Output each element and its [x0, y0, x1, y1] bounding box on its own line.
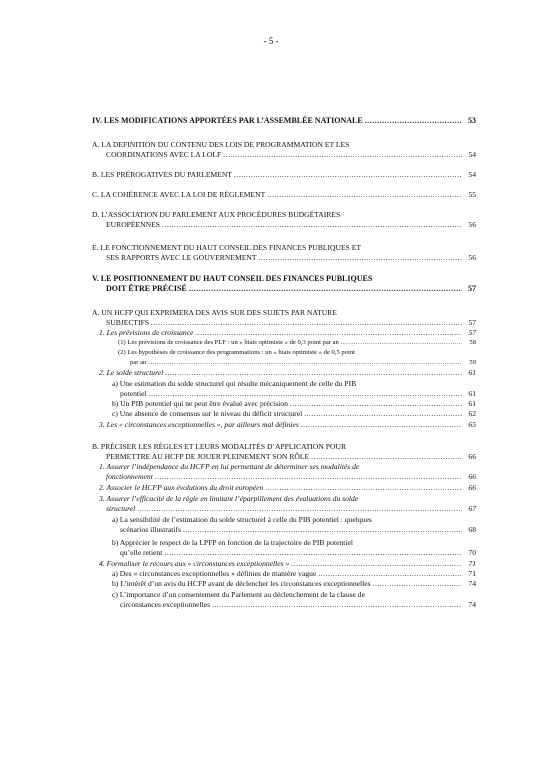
- toc-entry: [106, 452, 476, 462]
- toc-entry: [112, 579, 476, 589]
- toc-entry-page: 71: [468, 559, 476, 568]
- toc-entry: [120, 389, 476, 399]
- toc-entry: [92, 170, 476, 180]
- dot-leader: [137, 504, 462, 514]
- toc-entry-title: a) Une estimation du solde structurel qui résulte mécaniquement de celle du PIB: [112, 379, 357, 388]
- toc-entry-page: 74: [468, 600, 476, 609]
- toc-entry-page: 70: [468, 548, 476, 557]
- toc-entry: [112, 399, 476, 409]
- toc-entry: [92, 442, 476, 452]
- toc-entry-title: (1) Les prévisions de croissance des PLF : un « biais optimiste » de 0,3 point par an: [118, 339, 339, 346]
- dot-leader: [155, 472, 462, 482]
- toc-entry-title: COORDINATIONS AVEC LA LOLF: [106, 150, 222, 159]
- toc-entry: [112, 569, 476, 579]
- toc-entry-title: structurel: [106, 504, 136, 513]
- toc-entry: [99, 420, 476, 430]
- toc-entry-title: c) Une absence de consensus sur le niveau du déficit structurel: [112, 409, 303, 418]
- dot-leader: [304, 409, 462, 419]
- toc-entry-page: 66: [468, 472, 476, 481]
- toc-entry: [120, 548, 476, 558]
- toc-entry-title: A. UN HCFP QUI EXPRIMERA DES AVIS SUR DES SUJETS PAR NATURE: [92, 308, 337, 317]
- toc-entry-title: V. LE POSITIONNEMENT DU HAUT CONSEIL DES FINANCES PUBLIQUES: [92, 274, 373, 283]
- toc-entry-title: B. PRÉCISER LES RÈGLES ET LEURS MODALITÉS D’APPLICATION POUR: [92, 442, 347, 451]
- toc-entry-page: 66: [468, 452, 476, 461]
- toc-entry-title: SES RAPPORTS AVEC LE GOUVERNEMENT: [106, 253, 257, 262]
- toc-entry-page: 57: [468, 328, 476, 337]
- toc-entry-page: 61: [468, 389, 476, 398]
- toc-entry: [106, 472, 476, 482]
- toc-entry: [112, 379, 476, 389]
- toc-entry-page: 61: [468, 368, 476, 377]
- toc-entry: [92, 140, 476, 150]
- toc-entry: [99, 483, 476, 493]
- toc-entry-title: IV. LES MODIFICATIONS APPORTÉES PAR L’ASSEMBLÉE NATIONALE: [92, 116, 363, 125]
- dot-leader: [341, 338, 462, 348]
- toc-entry: [99, 462, 476, 472]
- toc-entry-page: 53: [468, 116, 476, 125]
- toc-entry-page: 68: [468, 525, 476, 534]
- toc-entry-page: 57: [468, 284, 476, 293]
- dot-leader: [258, 253, 462, 263]
- toc-entry-title: EUROPÉENNES: [106, 220, 161, 229]
- toc-entry-page: 71: [468, 569, 476, 578]
- dot-leader: [373, 579, 462, 589]
- toc-entry-title: 2. Le solde structurel: [99, 368, 164, 377]
- toc-entry: [112, 590, 476, 600]
- toc-entry-page: 56: [468, 253, 476, 262]
- toc-entry: [106, 253, 476, 263]
- toc-entry: [112, 515, 476, 525]
- dot-leader: [365, 116, 462, 126]
- toc-entry: [92, 210, 476, 220]
- toc-entry-page: 58: [469, 339, 476, 346]
- toc-entry-page: 66: [468, 483, 476, 492]
- toc-entry: [99, 494, 476, 504]
- toc-entry-title: b) Un PIB potentiel qui ne peut être évalué avec précision: [112, 399, 288, 408]
- toc-entry: [106, 318, 476, 328]
- dot-leader: [267, 190, 462, 200]
- toc-entry: [106, 504, 476, 514]
- toc-entry-title: circonstances exceptionnelles: [120, 600, 211, 609]
- toc-entry-title: scénarios illustratifs: [120, 525, 181, 534]
- page-number: - 5 -: [263, 36, 279, 46]
- toc-entry: [99, 368, 476, 378]
- toc-entry: [106, 220, 476, 230]
- toc-entry-title: c) L’importance d’un consentement du Parlement au déclenchement de la clause de: [112, 590, 365, 599]
- toc-entry-page: 74: [468, 579, 476, 588]
- toc-entry: [112, 538, 476, 548]
- toc-entry: [120, 525, 476, 535]
- toc-entry-page: 59: [469, 359, 476, 366]
- toc-entry: [99, 328, 476, 338]
- toc-entry-page: 56: [468, 220, 476, 229]
- toc-entry-title: (2) Les hypothèses de croissance des programmations : un « biais optimiste » de 0,5 point: [118, 349, 355, 356]
- toc-entry: [106, 150, 476, 160]
- toc-entry: [92, 190, 476, 200]
- dot-leader: [212, 600, 462, 610]
- dot-leader: [311, 452, 462, 462]
- dot-leader: [301, 420, 462, 430]
- toc-entry-title: C. LA COHÉRENCE AVEC LA LOI DE RÈGLEMENT: [92, 190, 266, 199]
- toc-entry: [92, 116, 476, 126]
- dot-leader: [183, 525, 462, 535]
- toc-entry-title: b) L’intérêt d’un avis du HCFP avant de déclencher les circonstances exceptionnelles: [112, 579, 371, 588]
- toc-entry: [112, 409, 476, 419]
- dot-leader: [265, 483, 462, 493]
- toc-entry-title: a) La sensibilité de l’estimation du solde structurel à celle du PIB potentiel : quelques: [112, 515, 372, 524]
- dot-leader: [195, 328, 462, 338]
- toc-entry-title: D. L’ASSOCIATION DU PARLEMENT AUX PROCÉDURES BUDGÉTAIRES: [92, 210, 341, 219]
- toc-entry-title: b) Apprécier le respect de la LPFP en fonction de la trajectoire de PIB potentiel: [112, 538, 353, 547]
- dot-leader: [165, 368, 462, 378]
- toc-entry: [106, 284, 476, 294]
- toc-entry-page: 54: [468, 150, 476, 159]
- toc-entry-page: 54: [468, 170, 476, 179]
- dot-leader: [151, 318, 462, 328]
- toc-entry: [118, 338, 476, 348]
- toc-entry-page: 67: [468, 504, 476, 513]
- dot-leader: [290, 399, 462, 409]
- toc-entry-title: par an: [130, 359, 147, 366]
- dot-leader: [149, 389, 462, 399]
- dot-leader: [162, 220, 462, 230]
- toc-entry: [92, 274, 476, 284]
- toc-entry-page: 62: [468, 409, 476, 418]
- toc-entry: [92, 308, 476, 318]
- toc-entry-title: 3. Assurer l’efficacité de la règle en limitant l’éparpillement des évaluations du solde: [99, 494, 359, 503]
- toc-entry-title: E. LE FONCTIONNEMENT DU HAUT CONSEIL DES FINANCES PUBLIQUES ET: [92, 243, 362, 252]
- toc-entry-title: 2. Associer le HCFP aux évolutions du droit européen: [99, 483, 264, 492]
- toc-entry-title: PERMETTRE AU HCFP DE JOUER PLEINEMENT SON RÔLE: [106, 452, 310, 461]
- toc-entry-title: SUBJECTIFS: [106, 318, 150, 327]
- dot-leader: [223, 150, 462, 160]
- toc-entry-title: 1. Assurer l’indépendance du HCFP en lui permettant de déterminer ses modalités de: [99, 462, 360, 471]
- toc-entry-title: qu’elle retient: [120, 548, 163, 557]
- dot-leader: [234, 170, 462, 180]
- toc-entry: [118, 348, 476, 358]
- toc-entry-title: 4. Formaliser le recours aux « circonstances exceptionnelles »: [99, 559, 290, 568]
- dot-leader: [189, 284, 462, 294]
- toc-entry-title: B. LES PRÉROGATIVES DU PARLEMENT: [92, 170, 233, 179]
- toc-entry-title: DOIT ÊTRE PRÉCISÉ: [106, 284, 187, 293]
- toc-entry-page: 61: [468, 399, 476, 408]
- toc-entry-title: a) Des « circonstances exceptionnelles » définies de manière vague: [112, 569, 317, 578]
- toc-entry: [130, 358, 476, 368]
- dot-leader: [291, 559, 462, 569]
- dot-leader: [148, 358, 462, 368]
- toc-entry-page: 57: [468, 318, 476, 327]
- toc-entry-title: fonctionnement: [106, 472, 153, 481]
- toc-entry: [120, 600, 476, 610]
- toc-entry-page: 55: [468, 190, 476, 199]
- toc-entry-title: potentiel: [120, 389, 147, 398]
- toc-entry-title: 3. Les « circonstances exceptionnelles », par ailleurs mal définies: [99, 420, 299, 429]
- dot-leader: [318, 569, 462, 579]
- toc-entry-title: 1. Les prévisions de croissance: [99, 328, 194, 337]
- toc-entry: [92, 243, 476, 253]
- toc-entry: [99, 559, 476, 569]
- toc-entry-title: A. LA DEFINITION DU CONTENU DES LOIS DE PROGRAMMATION ET LES: [92, 140, 350, 149]
- toc-entry-page: 65: [468, 420, 476, 429]
- dot-leader: [164, 548, 462, 558]
